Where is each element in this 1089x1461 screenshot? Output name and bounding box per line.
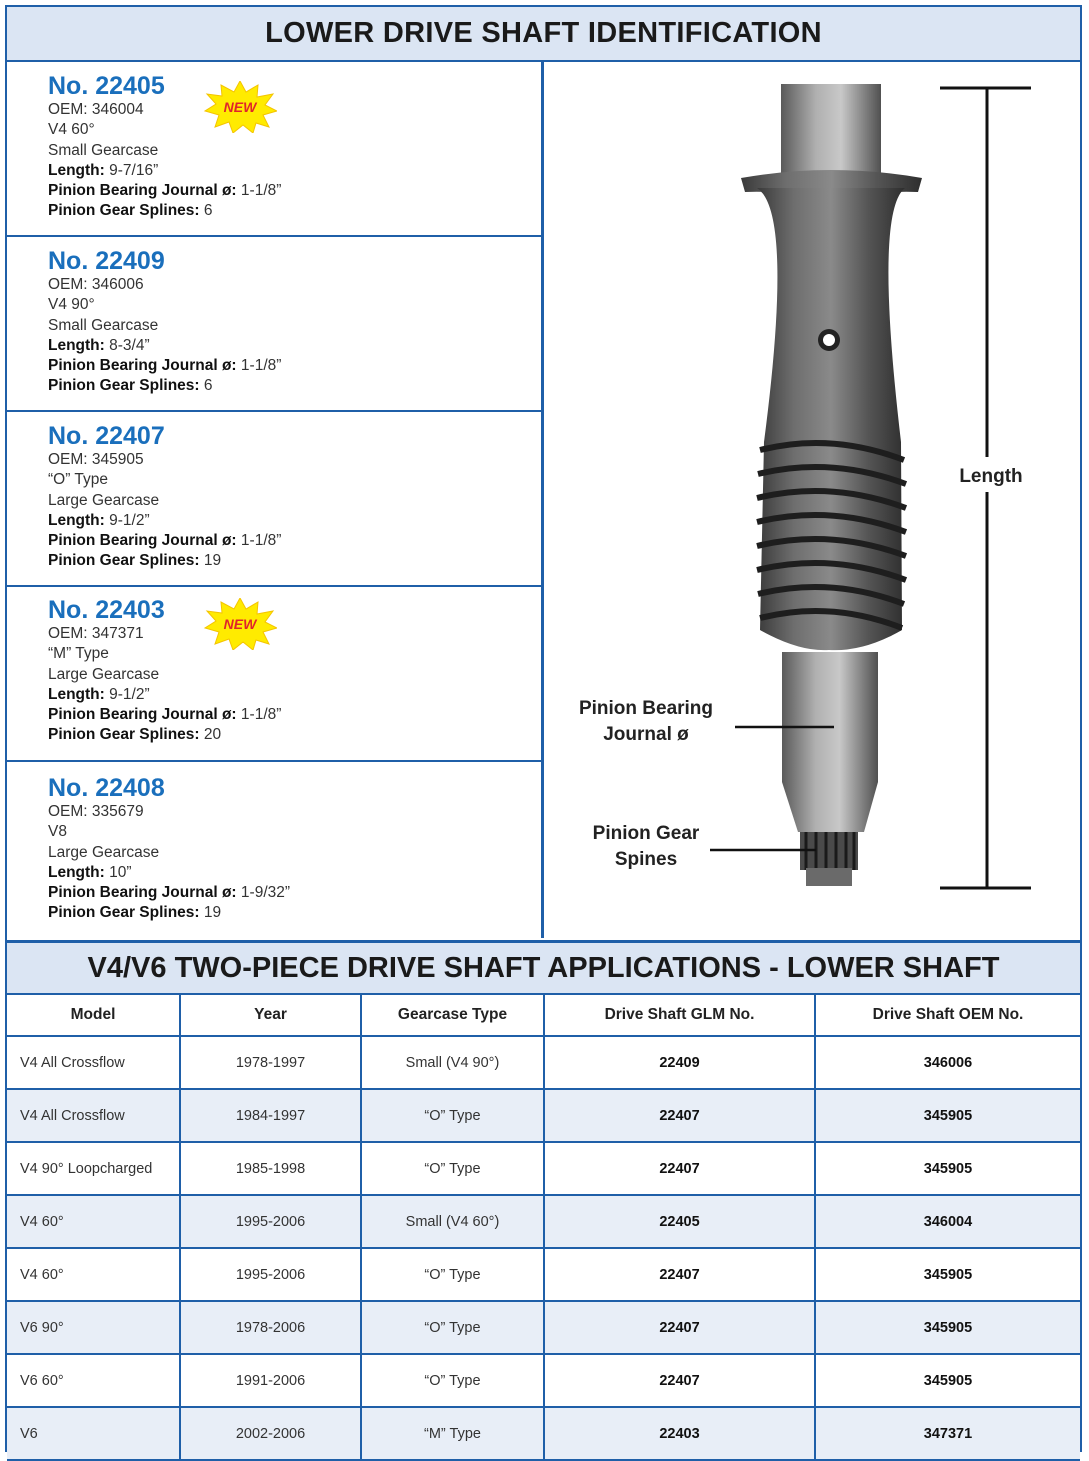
section-title-identification: LOWER DRIVE SHAFT IDENTIFICATION — [7, 7, 1080, 62]
cell-year: 2002-2006 — [180, 1407, 361, 1460]
new-badge-icon — [203, 81, 277, 133]
table-row — [7, 1407, 1080, 1460]
shaft-type: V4 90° — [48, 296, 95, 314]
new-badge-icon — [203, 598, 277, 650]
cell-model: V4 90° Loopcharged — [7, 1142, 180, 1195]
length-label: Length — [959, 466, 1023, 487]
shaft-taper — [782, 782, 878, 832]
table-row — [7, 1354, 1080, 1407]
splines-label: Pinion Gear — [592, 823, 700, 844]
shaft-card — [7, 412, 541, 587]
shaft-gearcase: Large Gearcase — [48, 843, 160, 861]
cell-gearcase-type: Small (V4 60°) — [361, 1195, 544, 1248]
shaft-oem: OEM: 347371 — [48, 625, 144, 642]
cell-gearcase-type: “O” Type — [361, 1089, 544, 1142]
cell-oem-no: 345905 — [815, 1142, 1080, 1195]
shaft-card — [7, 62, 541, 237]
shaft-diagram — [544, 62, 1080, 938]
cell-model: V4 All Crossflow — [7, 1036, 180, 1089]
shaft-top-stub — [781, 84, 881, 176]
cell-oem-no: 347371 — [815, 1407, 1080, 1460]
shaft-splines: Pinion Gear Splines: 6 — [48, 377, 213, 395]
shaft-splines: Pinion Gear Splines: 20 — [48, 726, 222, 744]
shaft-type: V8 — [48, 823, 67, 841]
column-header-year: Year — [180, 995, 361, 1036]
cell-glm-no: 22407 — [544, 1354, 815, 1407]
shaft-type: “M” Type — [48, 645, 109, 663]
cell-model: V6 90° — [7, 1301, 180, 1354]
shaft-journal-section — [782, 652, 878, 782]
svg-text:NEW: NEW — [223, 616, 257, 632]
length-dimension-line — [940, 88, 1031, 888]
shaft-gearcase: Large Gearcase — [48, 491, 160, 509]
cell-gearcase-type: “M” Type — [361, 1407, 544, 1460]
shaft-number: No. 22408 — [48, 774, 165, 802]
cell-year: 1978-2006 — [180, 1301, 361, 1354]
cell-glm-no: 22407 — [544, 1248, 815, 1301]
column-header-glm-no: Drive Shaft GLM No. — [544, 995, 815, 1036]
shaft-length: Length: 9-1/2” — [48, 511, 150, 529]
cell-year: 1985-1998 — [180, 1142, 361, 1195]
cell-year: 1995-2006 — [180, 1195, 361, 1248]
cell-year: 1995-2006 — [180, 1248, 361, 1301]
cell-gearcase-type: “O” Type — [361, 1301, 544, 1354]
shaft-journal: Pinion Bearing Journal ø: 1-1/8” — [48, 706, 282, 724]
applications-table — [7, 995, 1080, 1461]
shaft-card — [7, 762, 541, 938]
cell-model: V6 — [7, 1407, 180, 1460]
cell-model: V4 60° — [7, 1195, 180, 1248]
shaft-splines: Pinion Gear Splines: 19 — [48, 552, 222, 570]
shaft-number: No. 22405 — [48, 72, 165, 100]
shaft-oem: OEM: 345905 — [48, 451, 144, 468]
shaft-card — [7, 237, 541, 412]
table-header-row — [7, 995, 1080, 1036]
table-row — [7, 1142, 1080, 1195]
shaft-journal: Pinion Bearing Journal ø: 1-1/8” — [48, 532, 282, 550]
cell-oem-no: 345905 — [815, 1248, 1080, 1301]
table-row — [7, 1301, 1080, 1354]
cell-oem-no: 346006 — [815, 1036, 1080, 1089]
shaft-journal: Pinion Bearing Journal ø: 1-9/32” — [48, 884, 291, 902]
cell-glm-no: 22403 — [544, 1407, 815, 1460]
shaft-journal: Pinion Bearing Journal ø: 1-1/8” — [48, 182, 282, 200]
shaft-splines: Pinion Gear Splines: 19 — [48, 904, 222, 922]
column-header-oem-no: Drive Shaft OEM No. — [815, 995, 1080, 1036]
table-row — [7, 1089, 1080, 1142]
cell-oem-no: 345905 — [815, 1354, 1080, 1407]
shaft-oem: OEM: 335679 — [48, 803, 144, 820]
shaft-number: No. 22407 — [48, 422, 165, 450]
cell-glm-no: 22407 — [544, 1142, 815, 1195]
cell-year: 1991-2006 — [180, 1354, 361, 1407]
cell-glm-no: 22409 — [544, 1036, 815, 1089]
cell-year: 1984-1997 — [180, 1089, 361, 1142]
section-title-applications: V4/V6 TWO-PIECE DRIVE SHAFT APPLICATIONS - LOWER SHAFT — [7, 940, 1080, 995]
shaft-length: Length: 10” — [48, 863, 132, 881]
shaft-gearcase: Small Gearcase — [48, 316, 159, 334]
shaft-oem: OEM: 346006 — [48, 276, 144, 293]
cell-model: V4 All Crossflow — [7, 1089, 180, 1142]
cell-oem-no: 346004 — [815, 1195, 1080, 1248]
cell-glm-no: 22407 — [544, 1301, 815, 1354]
cell-oem-no: 345905 — [815, 1301, 1080, 1354]
svg-text:NEW: NEW — [223, 99, 257, 115]
cell-model: V6 60° — [7, 1354, 180, 1407]
journal-label: Journal ø — [603, 724, 689, 745]
table-row — [7, 1195, 1080, 1248]
shaft-length: Length: 9-1/2” — [48, 685, 150, 703]
table-row — [7, 1036, 1080, 1089]
table-row — [7, 1248, 1080, 1301]
shaft-length: Length: 9-7/16” — [48, 161, 159, 179]
shaft-splines: Pinion Gear Splines: 6 — [48, 202, 213, 220]
cell-gearcase-type: Small (V4 90°) — [361, 1036, 544, 1089]
column-header-model: Model — [7, 995, 180, 1036]
shaft-tip — [806, 868, 852, 886]
shaft-oem: OEM: 346004 — [48, 101, 144, 118]
cell-oem-no: 345905 — [815, 1089, 1080, 1142]
splines-label: Spines — [614, 849, 678, 870]
shaft-gearcase: Large Gearcase — [48, 665, 160, 683]
cell-glm-no: 22407 — [544, 1089, 815, 1142]
cell-gearcase-type: “O” Type — [361, 1248, 544, 1301]
column-header-gearcase-type: Gearcase Type — [361, 995, 544, 1036]
shaft-number: No. 22409 — [48, 247, 165, 275]
shaft-body — [757, 188, 905, 650]
cell-glm-no: 22405 — [544, 1195, 815, 1248]
shaft-list — [7, 62, 544, 938]
shaft-card — [7, 587, 541, 762]
shaft-number: No. 22403 — [48, 596, 165, 624]
journal-label: Pinion Bearing — [578, 698, 714, 719]
cell-gearcase-type: “O” Type — [361, 1354, 544, 1407]
cell-model: V4 60° — [7, 1248, 180, 1301]
shaft-type: “O” Type — [48, 471, 109, 489]
shaft-type: V4 60° — [48, 121, 95, 139]
drive-shaft-illustration — [544, 62, 1080, 938]
shaft-gearcase: Small Gearcase — [48, 141, 159, 159]
shaft-length: Length: 8-3/4” — [48, 336, 150, 354]
shaft-journal: Pinion Bearing Journal ø: 1-1/8” — [48, 357, 282, 375]
cell-gearcase-type: “O” Type — [361, 1142, 544, 1195]
cell-year: 1978-1997 — [180, 1036, 361, 1089]
